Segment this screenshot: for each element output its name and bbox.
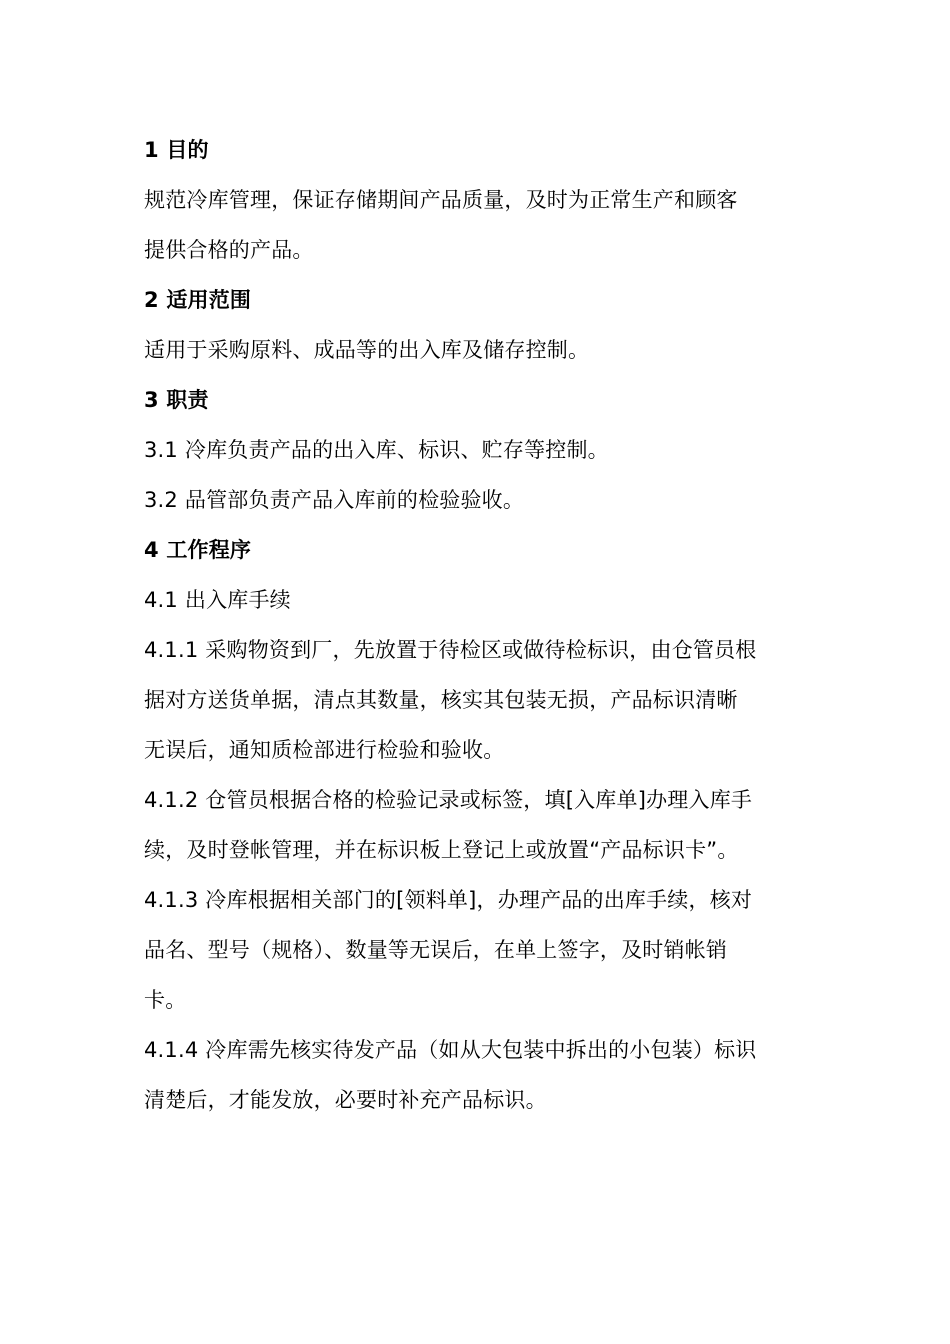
paragraph-line: 3.1 冷库负责产品的出入库、标识、贮存等控制。 <box>144 438 609 462</box>
section-heading-purpose: 1 目的 <box>144 138 209 162</box>
paragraph-line: 据对方送货单据，清点其数量，核实其包装无损，产品标识清晰 <box>144 688 738 712</box>
paragraph-line: 4.1.3 冷库根据相关部门的[领料单]，办理产品的出库手续，核对 <box>144 888 753 912</box>
paragraph-line: 4.1.2 仓管员根据合格的检验记录或标签，填[入库单]办理入库手 <box>144 788 753 812</box>
paragraph-line: 清楚后，才能发放，必要时补充产品标识。 <box>144 1088 547 1112</box>
paragraph-line: 4.1.1 采购物资到厂，先放置于待检区或做待检标识，由仓管员根 <box>144 638 757 662</box>
paragraph-line: 规范冷库管理，保证存储期间产品质量，及时为正常生产和顾客 <box>144 188 738 212</box>
paragraph-line: 提供合格的产品。 <box>144 238 314 262</box>
document-body <box>144 125 810 1125</box>
paragraph-line: 4.1.4 冷库需先核实待发产品（如从大包装中拆出的小包装）标识 <box>144 1038 757 1062</box>
paragraph-line: 3.2 品管部负责产品入库前的检验验收。 <box>144 488 525 512</box>
paragraph-line: 无误后，通知质检部进行检验和验收。 <box>144 738 505 762</box>
paragraph-line: 卡。 <box>144 988 187 1012</box>
subsection-heading: 4.1 出入库手续 <box>144 588 291 612</box>
paragraph-line: 续，及时登帐管理，并在标识板上登记上或放置“产品标识卡”。 <box>144 838 739 862</box>
section-heading-procedure: 4 工作程序 <box>144 538 252 562</box>
section-heading-responsibilities: 3 职责 <box>144 388 209 412</box>
section-heading-scope: 2 适用范围 <box>144 288 252 312</box>
paragraph-line: 适用于采购原料、成品等的出入库及储存控制。 <box>144 338 590 362</box>
paragraph-line: 品名、型号（规格）、数量等无误后，在单上签字，及时销帐销 <box>144 938 728 962</box>
